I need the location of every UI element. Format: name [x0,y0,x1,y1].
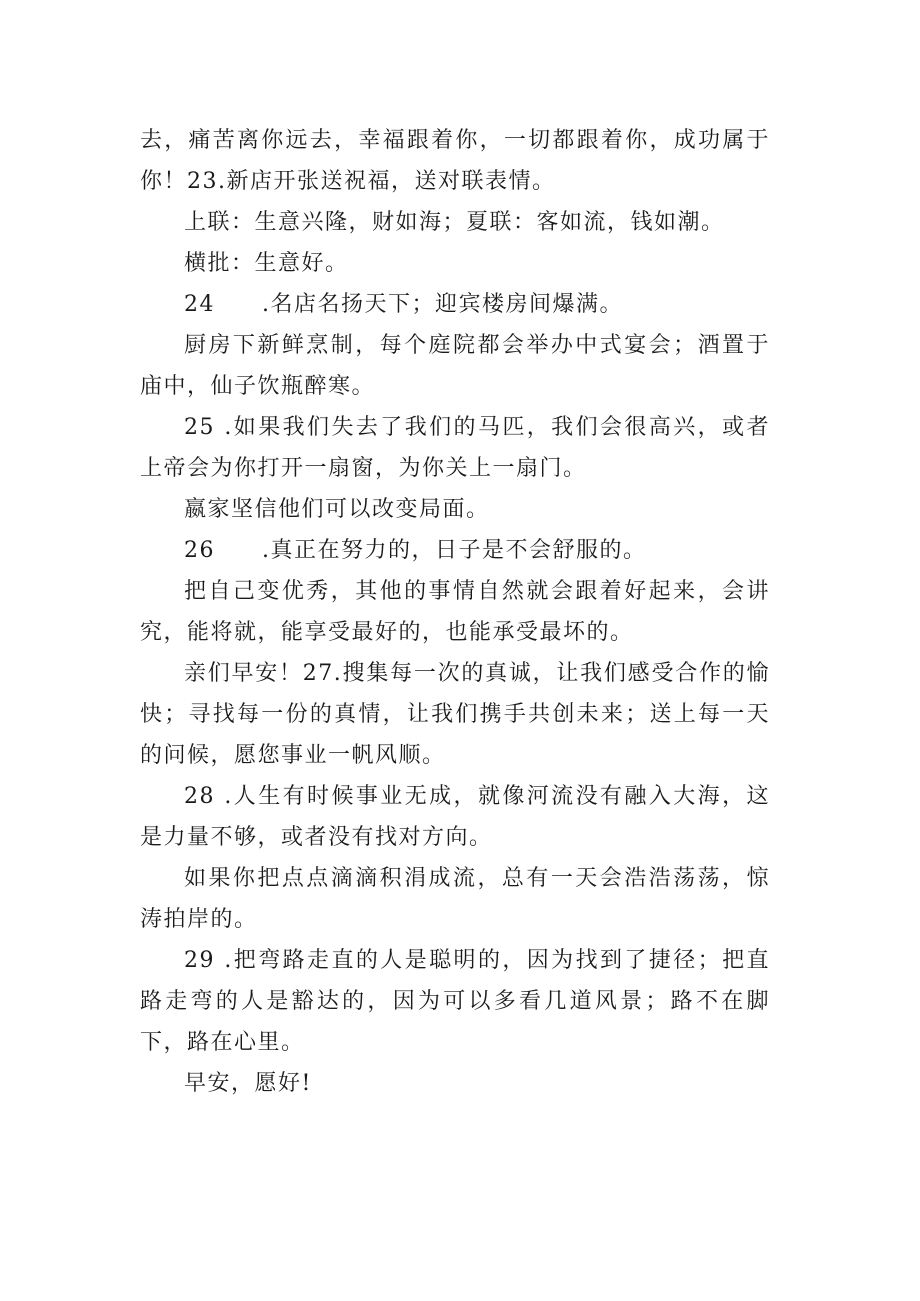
paragraph-continuation: 去，痛苦离你远去，幸福跟着你，一切都跟着你，成功属于你！23.新店开张送祝福，送对联表情。 [140,128,770,194]
paragraph-item-28: 28 .人生有时候事业无成，就像河流没有融入大海，这是力量不够，或者没有找对方向。 [140,784,770,850]
paragraph-item-26: 26 .真正在努力的，日子是不会舒服的。 [184,538,647,563]
paragraph-streams: 如果你把点点滴滴积涓成流，总有一天会浩浩荡荡，惊涛拍岸的。 [140,866,770,932]
paragraph-winner: 嬴家坚信他们可以改变局面。 [184,497,490,522]
paragraph-item-27: 亲们早安！27.搜集每一次的真诚，让我们感受合作的愉快；寻找每一份的真情，让我们携手共创未来；送上每一天的问候，愿您事业一帆风顺。 [140,661,770,768]
paragraph-kitchen: 厨房下新鲜烹制，每个庭院都会举办中式宴会；酒置于庙中，仙子饮瓶醉寒。 [140,333,770,399]
document-body [140,120,770,1104]
paragraph-horizontal-scroll: 横批：生意好。 [184,251,349,276]
paragraph-item-29: 29 .把弯路走直的人是聪明的，因为找到了捷径；把直路走弯的人是豁达的，因为可以多看几道风景；路不在脚下，路在心里。 [140,948,770,1055]
paragraph-improve-self: 把自己变优秀，其他的事情自然就会跟着好起来，会讲究，能将就，能享受最好的，也能承受最坏的。 [140,579,770,645]
paragraph-item-25: 25 .如果我们失去了我们的马匹，我们会很高兴，或者上帝会为你打开一扇窗，为你关上一扇门。 [140,415,770,481]
paragraph-closing: 早安，愿好! [184,1071,312,1096]
paragraph-item-24: 24 .名店名扬天下；迎宾楼房间爆满。 [184,292,623,317]
paragraph-couplet: 上联：生意兴隆，财如海；夏联：客如流，钱如潮。 [184,210,725,235]
